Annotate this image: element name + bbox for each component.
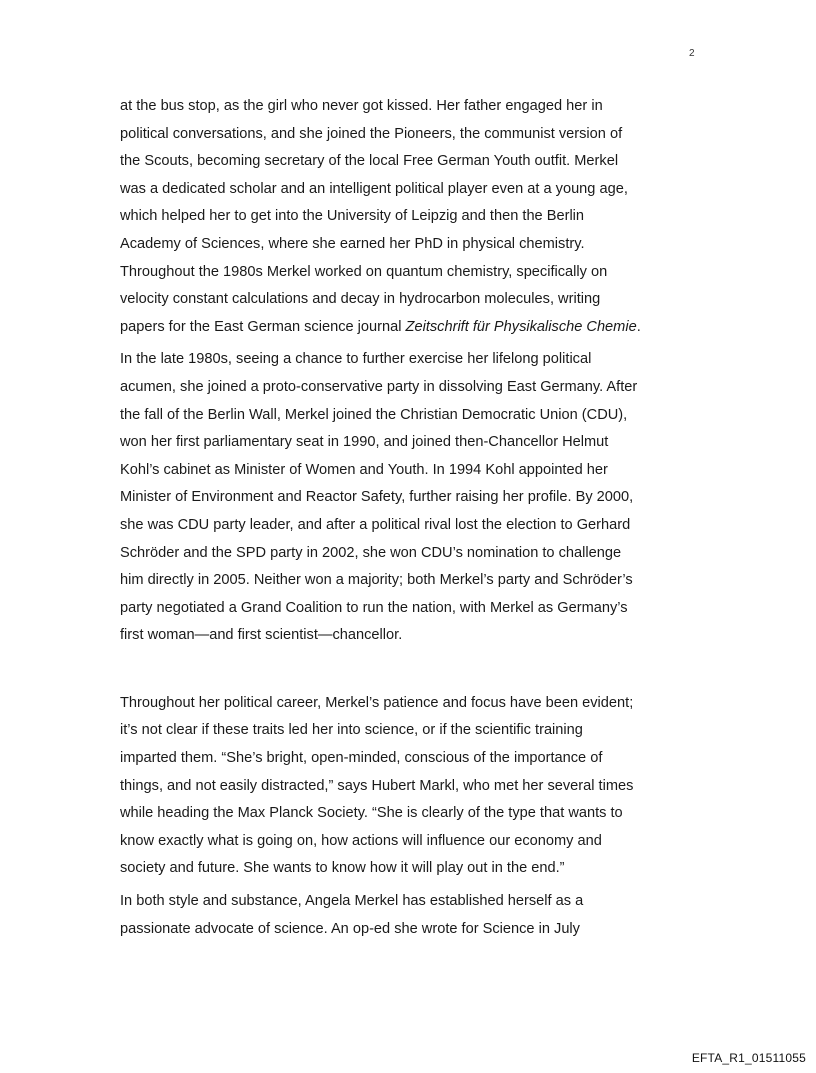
page-number: 2 bbox=[689, 48, 695, 59]
journal-title: Zeitschrift für Physikalische Chemie bbox=[405, 318, 637, 335]
text-line: was a dedicated scholar and an intelligent political player even at a young age, bbox=[120, 180, 628, 197]
text-line: which helped her to get into the University of Leipzig and then the Berlin bbox=[120, 208, 585, 225]
text-line: acumen, she joined a proto-conservative party in dissolving East Germany. After bbox=[120, 378, 638, 395]
text-line: at the bus stop, as the girl who never got kissed. Her father engaged her in bbox=[120, 98, 603, 114]
text-line bbox=[120, 314, 720, 342]
document-id-footer: EFTA_R1_01511055 bbox=[691, 1051, 806, 1065]
text-line: In both style and substance, Angela Merkel has established herself as a bbox=[120, 893, 584, 910]
text-line: the Scouts, becoming secretary of the local Free German Youth outfit. Merkel bbox=[120, 153, 619, 170]
section-spacer bbox=[120, 650, 720, 690]
text-line: Minister of Environment and Reactor Safety, further raising her profile. By 2000, bbox=[120, 489, 634, 506]
text-line: the fall of the Berlin Wall, Merkel joined the Christian Democratic Union (CDU), bbox=[120, 406, 628, 423]
paragraph-science-advocate bbox=[120, 888, 720, 943]
text-line: Kohl’s cabinet as Minister of Women and Youth. In 1994 Kohl appointed her bbox=[120, 461, 608, 478]
text-line: In the late 1980s, seeing a chance to further exercise her lifelong political bbox=[120, 351, 592, 368]
text-line: she was CDU party leader, and after a political rival lost the election to Gerhard bbox=[120, 516, 631, 533]
text-line: Academy of Sciences, where she earned her PhD in physical chemistry. bbox=[120, 235, 585, 252]
text-line: passionate advocate of science. An op-ed she wrote for Science in July bbox=[120, 920, 580, 937]
text-line: imparted them. “She’s bright, open-minded, conscious of the importance of bbox=[120, 750, 603, 767]
text-line-suffix: . bbox=[636, 318, 641, 335]
text-line-prefix: papers for the East German science journal bbox=[120, 318, 406, 335]
text-line: know exactly what is going on, how actions will influence our economy and bbox=[120, 832, 602, 849]
text-line: won her first parliamentary seat in 1990, and joined then-Chancellor Helmut bbox=[120, 434, 609, 451]
text-line: velocity constant calculations and decay in hydrocarbon molecules, writing bbox=[120, 291, 601, 308]
text-line: party negotiated a Grand Coalition to run the nation, with Merkel as Germany’s bbox=[120, 599, 628, 616]
text-line: things, and not easily distracted,” says Hubert Markl, who met her several times bbox=[120, 777, 634, 794]
paragraph-early-life bbox=[120, 93, 720, 341]
text-line: Throughout her political career, Merkel’s patience and focus have been evident; bbox=[120, 694, 634, 711]
paragraph-political-rise bbox=[120, 346, 720, 650]
text-line: while heading the Max Planck Society. “She is clearly of the type that wants to bbox=[120, 805, 623, 822]
text-line: first woman—and first scientist—chancellor. bbox=[120, 627, 403, 644]
text-line: society and future. She wants to know how it will play out in the end.” bbox=[120, 860, 565, 877]
text-line: Schröder and the SPD party in 2002, she won CDU’s nomination to challenge bbox=[120, 544, 622, 561]
text-line: political conversations, and she joined the Pioneers, the communist version of bbox=[120, 125, 623, 142]
paragraph-patience-focus bbox=[120, 690, 720, 883]
text-line: Throughout the 1980s Merkel worked on quantum chemistry, specifically on bbox=[120, 263, 608, 280]
document-body bbox=[120, 93, 720, 943]
text-line: him directly in 2005. Neither won a majority; both Merkel’s party and Schröder’s bbox=[120, 572, 633, 589]
text-line: it’s not clear if these traits led her into science, or if the scientific training bbox=[120, 722, 583, 739]
